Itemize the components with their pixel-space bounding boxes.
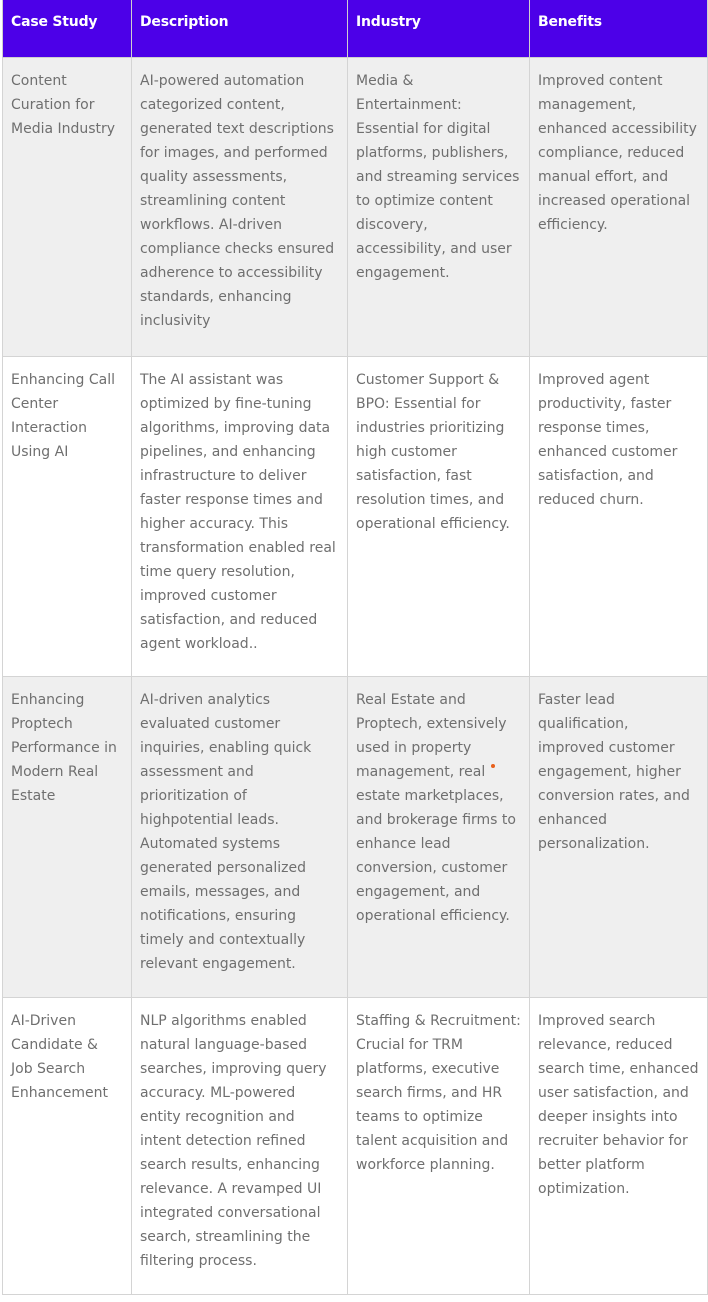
table-header [3, 0, 708, 57]
table-row [3, 676, 708, 997]
cell-benefits: Faster lead qualification, improved customer engagement, higher conversion rates, and enhanced personalization. [530, 676, 708, 997]
cell-industry: Staffing & Recruitment: Crucial for TRM platforms, executive search firms, and HR teams to optimize talent acquisition and workforce planning. [348, 997, 530, 1294]
industry-text-part1: Real Estate and Proptech, extensively used in property management, real [356, 691, 507, 780]
cell-industry: Customer Support & BPO: Essential for industries prioritizing high customer satisfaction, fast resolution times, and operational efficiency. [348, 356, 530, 676]
header-industry: Industry [348, 0, 530, 57]
table-row [3, 997, 708, 1294]
cell-benefits: Improved content management, enhanced accessibility compliance, reduced manual effort, and increased operational efficiency. [530, 57, 708, 356]
cell-description: AI-powered automation categorized content, generated text descriptions for images, and performed quality assessments, streamlining content workflows. AI-driven compliance checks ensured adherence to accessibility standards, enhancing inclusivity [132, 57, 348, 356]
header-case-study: Case Study [3, 0, 132, 57]
cell-description: NLP algorithms enabled natural language-based searches, improving query accuracy. ML-powered entity recognition and intent detection refined search results, enhancing relevance. A revamped UI integrated conversational search, streamlining the filtering process. [132, 997, 348, 1294]
header-benefits: Benefits [530, 0, 708, 57]
cell-industry: Media & Entertainment: Essential for digital platforms, publishers, and streaming services to optimize content discovery, accessibility, and user engagement. [348, 57, 530, 356]
cell-case-study: Enhancing Call Center Interaction Using AI [3, 356, 132, 676]
cell-industry [348, 676, 530, 997]
header-row [3, 0, 708, 57]
table-body [3, 57, 708, 1294]
cell-case-study: Content Curation for Media Industry [3, 57, 132, 356]
cell-benefits: Improved search relevance, reduced search time, enhanced user satisfaction, and deeper insights into recruiter behavior for better platform optimization. [530, 997, 708, 1294]
industry-text-part2: estate marketplaces, and brokerage firms to enhance lead conversion, customer engagement, and operational efficiency. [356, 787, 516, 924]
case-study-table [2, 0, 708, 1295]
header-description: Description [132, 0, 348, 57]
cell-case-study: Enhancing Proptech Performance in Modern Real Estate [3, 676, 132, 997]
cell-case-study: AI-Driven Candidate & Job Search Enhancement [3, 997, 132, 1294]
table-row [3, 57, 708, 356]
table-row [3, 356, 708, 676]
cell-benefits: Improved agent productivity, faster response times, enhanced customer satisfaction, and reduced churn. [530, 356, 708, 676]
cell-description: The AI assistant was optimized by fine-tuning algorithms, improving data pipelines, and enhancing infrastructure to deliver faster response times and higher accuracy. This transformation enabled real time query resolution, improved customer satisfaction, and reduced agent workload.. [132, 356, 348, 676]
accent-dot-icon [491, 764, 495, 768]
cell-description: AI-driven analytics evaluated customer inquiries, enabling quick assessment and prioritization of highpotential leads. Automated systems generated personalized emails, messages, and notifications, ensuring timely and contextually relevant engagement. [132, 676, 348, 997]
